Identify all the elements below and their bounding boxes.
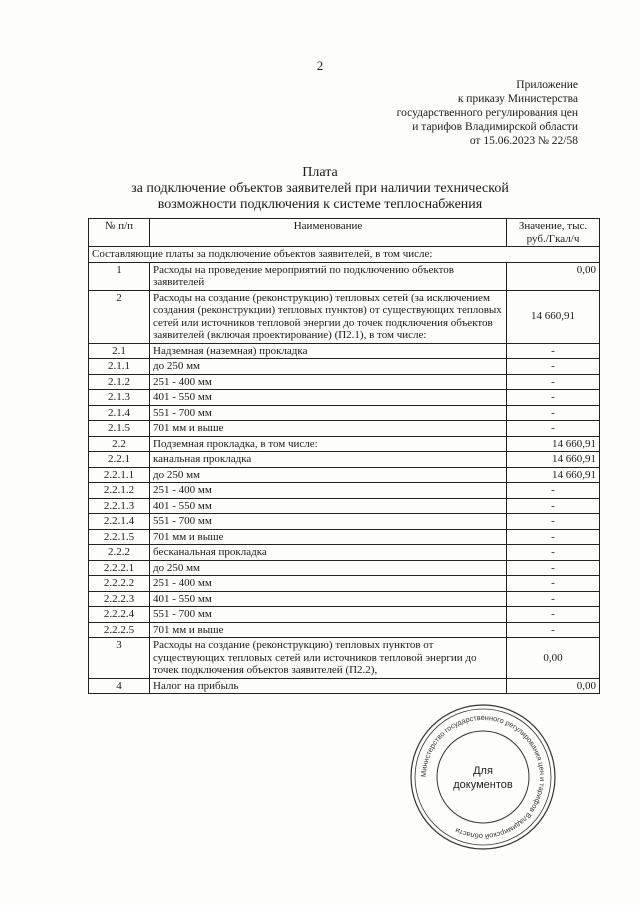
section-header-row [89,247,600,263]
table-row [89,262,600,290]
official-stamp [408,702,558,852]
table-row [89,405,600,421]
row-name: Подземная прокладка, в том числе: [150,436,507,452]
row-value: - [507,483,600,499]
row-value: - [507,545,600,561]
fee-table [88,218,600,694]
table-row [89,390,600,406]
appendix-line: государственного регулирования цен [396,107,578,119]
table-row [89,514,600,530]
row-name: Налог на прибыль [150,678,507,694]
table-row [89,560,600,576]
row-num: 2.1.2 [89,374,150,390]
row-value: - [507,607,600,623]
table-row [89,436,600,452]
table-row [89,374,600,390]
row-num: 2.2 [89,436,150,452]
row-value: - [507,514,600,530]
row-name: 251 - 400 мм [150,483,507,499]
row-num: 1 [89,262,150,290]
row-num: 2 [89,290,150,343]
row-num: 2.2.1.2 [89,483,150,499]
row-name: 251 - 400 мм [150,576,507,592]
row-name: Расходы на проведение мероприятий по подключению объектов заявителей [150,262,507,290]
row-num: 2.2.2 [89,545,150,561]
row-num: 2.2.2.5 [89,622,150,638]
row-num: 2.1.5 [89,421,150,437]
document-title [0,165,640,213]
table-row [89,591,600,607]
row-name: 551 - 700 мм [150,405,507,421]
row-name: 701 мм и выше [150,421,507,437]
row-value: 14 660,91 [507,452,600,468]
row-num: 2.2.2.3 [89,591,150,607]
row-value: 14 660,91 [507,290,600,343]
table-row [89,607,600,623]
row-name: до 250 мм [150,359,507,375]
row-value: 14 660,91 [507,467,600,483]
row-num: 3 [89,638,150,679]
row-value: - [507,622,600,638]
title-sub-1: за подключение объектов заявителей при наличии технической [131,181,509,196]
row-num: 2.2.1.4 [89,514,150,530]
row-name: 401 - 550 мм [150,390,507,406]
appendix-line: Приложение [516,79,578,91]
row-value: - [507,529,600,545]
row-num: 2.1.1 [89,359,150,375]
row-value: - [507,405,600,421]
table-row [89,290,600,343]
appendix-line: от 15.06.2023 № 22/58 [469,135,578,147]
stamp-center-line-1: Для [473,765,493,777]
header-value: Значение, тыс. руб./Гкал/ч [507,219,600,247]
table-row [89,359,600,375]
table-row [89,498,600,514]
row-num: 2.2.2.2 [89,576,150,592]
table-row [89,467,600,483]
row-num: 2.2.1.3 [89,498,150,514]
table-header-row [89,219,600,247]
row-value: - [507,374,600,390]
appendix-block [397,78,578,148]
row-name: 551 - 700 мм [150,607,507,623]
row-value: - [507,576,600,592]
table-row [89,452,600,468]
row-name: Расходы на создание (реконструкцию) тепловых сетей (за исключением создания (реконструкции) тепловых пунктов) от существующих тепловых сетей или источников тепловой энергии до точек подключения объектов заявителей (включая проектирование) (П2.1), в том числе: [150,290,507,343]
row-name: 401 - 550 мм [150,591,507,607]
stamp-ring-textpath: Министерство государственного регулирования цен и тарифов Владимирской области [418,712,548,842]
row-value: - [507,591,600,607]
row-value: - [507,560,600,576]
row-value: - [507,359,600,375]
row-name: 551 - 700 мм [150,514,507,530]
row-num: 2.2.2.4 [89,607,150,623]
row-value: - [507,390,600,406]
appendix-line: и тарифов Владимирской области [412,121,578,133]
header-num: № п/п [89,219,150,247]
row-num: 2.1.4 [89,405,150,421]
row-value: 0,00 [507,638,600,679]
row-value: - [507,498,600,514]
section-header: Составляющие платы за подключение объектов заявителей, в том числе: [89,247,600,263]
row-name: 251 - 400 мм [150,374,507,390]
row-value: - [507,343,600,359]
stamp-ring-text [419,713,547,841]
table-row [89,576,600,592]
table-row [89,343,600,359]
table-row [89,622,600,638]
row-name: Расходы на создание (реконструкцию) тепловых пунктов от существующих тепловых сетей или источников тепловой энергии до точек подключения объектов заявителей (П2.2), [150,638,507,679]
row-num: 4 [89,678,150,694]
table-row [89,638,600,679]
table-row [89,545,600,561]
row-name: бесканальная прокладка [150,545,507,561]
appendix-line: к приказу Министерства [457,93,578,105]
table-row [89,421,600,437]
row-value: 0,00 [507,262,600,290]
table-row [89,529,600,545]
row-name: до 250 мм [150,560,507,576]
row-name: Надземная (наземная) прокладка [150,343,507,359]
row-num: 2.2.1.1 [89,467,150,483]
header-name: Наименование [150,219,507,247]
table-row [89,483,600,499]
row-name: до 250 мм [150,467,507,483]
row-name: 701 мм и выше [150,622,507,638]
row-name: 401 - 550 мм [150,498,507,514]
row-name: 701 мм и выше [150,529,507,545]
row-value: 14 660,91 [507,436,600,452]
row-num: 2.2.1 [89,452,150,468]
row-value: 0,00 [507,678,600,694]
row-name: канальная прокладка [150,452,507,468]
table-row [89,678,600,694]
row-num: 2.1.3 [89,390,150,406]
stamp-center-line-2: документов [453,779,513,791]
title-sub-2: возможности подключения к системе теплоснабжения [157,197,483,212]
row-num: 2.2.2.1 [89,560,150,576]
row-value: - [507,421,600,437]
page-number: 2 [316,58,324,73]
row-num: 2.1 [89,343,150,359]
row-num: 2.2.1.5 [89,529,150,545]
title-main: Плата [302,165,338,180]
